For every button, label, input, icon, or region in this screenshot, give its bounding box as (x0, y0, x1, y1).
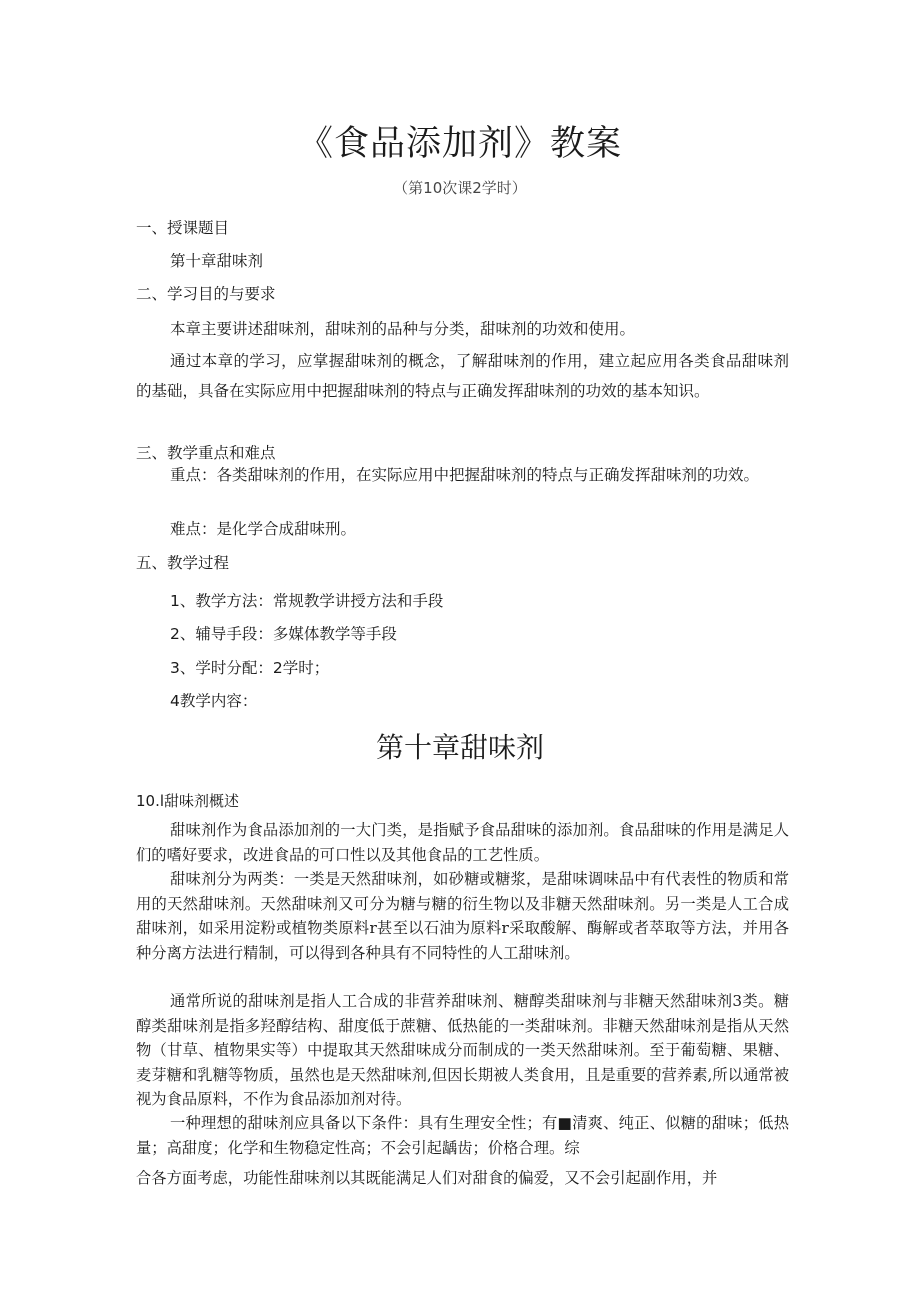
chapter-title: 第十章甜味剂 (375, 731, 544, 764)
process-item-hours: 3、学时分配：2学时； (170, 659, 330, 677)
section-heading-objectives: 二、学习目的与要求 (136, 285, 276, 303)
subsection-heading: 10.l甜味剂概述 (136, 792, 240, 810)
section-heading-key-points: 三、教学重点和难点 (136, 444, 276, 462)
process-item-method: 1、教学方法：常规教学讲授方法和手段 (170, 592, 444, 610)
body-paragraph-2: 甜味剂分为两类：一类是天然甜味剂，如砂糖或糖浆，是甜味调味品中有代表性的物质和常用的天然甜味剂。天然甜味剂又可分为糖与糖的衍生物以及非糖天然甜味剂。另一类是人工合成甜味剂，如采用淀粉或植物类原料r甚至以石油为原料r采取酸解、酶解或者萃取等方法，并用各种分离方法进行精制，可以得到各种具有不同特性的人工甜味剂。 (136, 870, 789, 962)
topic-content: 第十章甜味剂 (170, 252, 264, 270)
difficulty-text: 难点：是化学合成甜味刑。 (170, 520, 357, 538)
objectives-paragraph-2: 通过本章的学习，应掌握甜味剂的概念，了解甜味剂的作用，建立起应用各类食品甜味剂的基础，具备在实际应用中把握甜味剂的特点与正确发挥甜味剂的功效的基本知识。 (136, 352, 789, 400)
key-points-text: 重点：各类甜味剂的作用，在实际应用中把握甜味剂的特点与正确发挥甜味剂的功效。 (170, 466, 760, 484)
body-continuation: 合各方面考虑，功能性甜味剂以其既能满足人们对甜食的偏爱，又不会引起副作用，并 (136, 1169, 718, 1187)
body-paragraph-4: 一种理想的甜味剂应具备以下条件：具有生理安全性；有■清爽、纯正、似糖的甜味；低热量；高甜度；化学和生物稳定性高；不会引起龋齿；价格合理。综 (136, 1114, 789, 1157)
objectives-paragraph-1: 本章主要讲述甜味剂，甜味剂的品种与分类，甜味剂的功效和使用。 (170, 320, 636, 338)
body-paragraph-3: 通常所说的甜味剂是指人工合成的非营养甜味剂、糖醇类甜味剂与非糖天然甜味剂3类。糖醇类甜味剂是指多羟醇结构、甜度低于蔗糖、低热能的一类甜味剂。非糖天然甜味剂是指从天然物（甘草、植物果实等）中提取其天然甜味成分而制成的一类天然甜味剂。至于葡萄糖、果糖、麦芽糖和乳糖等物质，虽然也是天然甜味剂,但因长期被人类食用，且是重要的营养素,所以通常被视为食品原料，不作为食品添加剂对待。 (136, 992, 789, 1108)
section-heading-topic: 一、授课题目 (136, 219, 230, 237)
body-paragraph-1: 甜味剂作为食品添加剂的一大门类，是指赋予食品甜味的添加剂。食品甜味的作用是满足人们的嗜好要求，改进食品的可口性以及其他食品的工艺性质。 (136, 821, 789, 864)
process-item-content: 4教学内容： (170, 692, 258, 710)
section-heading-process: 五、教学过程 (136, 554, 230, 572)
process-item-aids: 2、辅导手段：多媒体教学等手段 (170, 625, 397, 643)
lesson-info: （第10次课2学时） (393, 179, 527, 197)
document-title: 《食品添加剂》教案 (297, 124, 622, 164)
